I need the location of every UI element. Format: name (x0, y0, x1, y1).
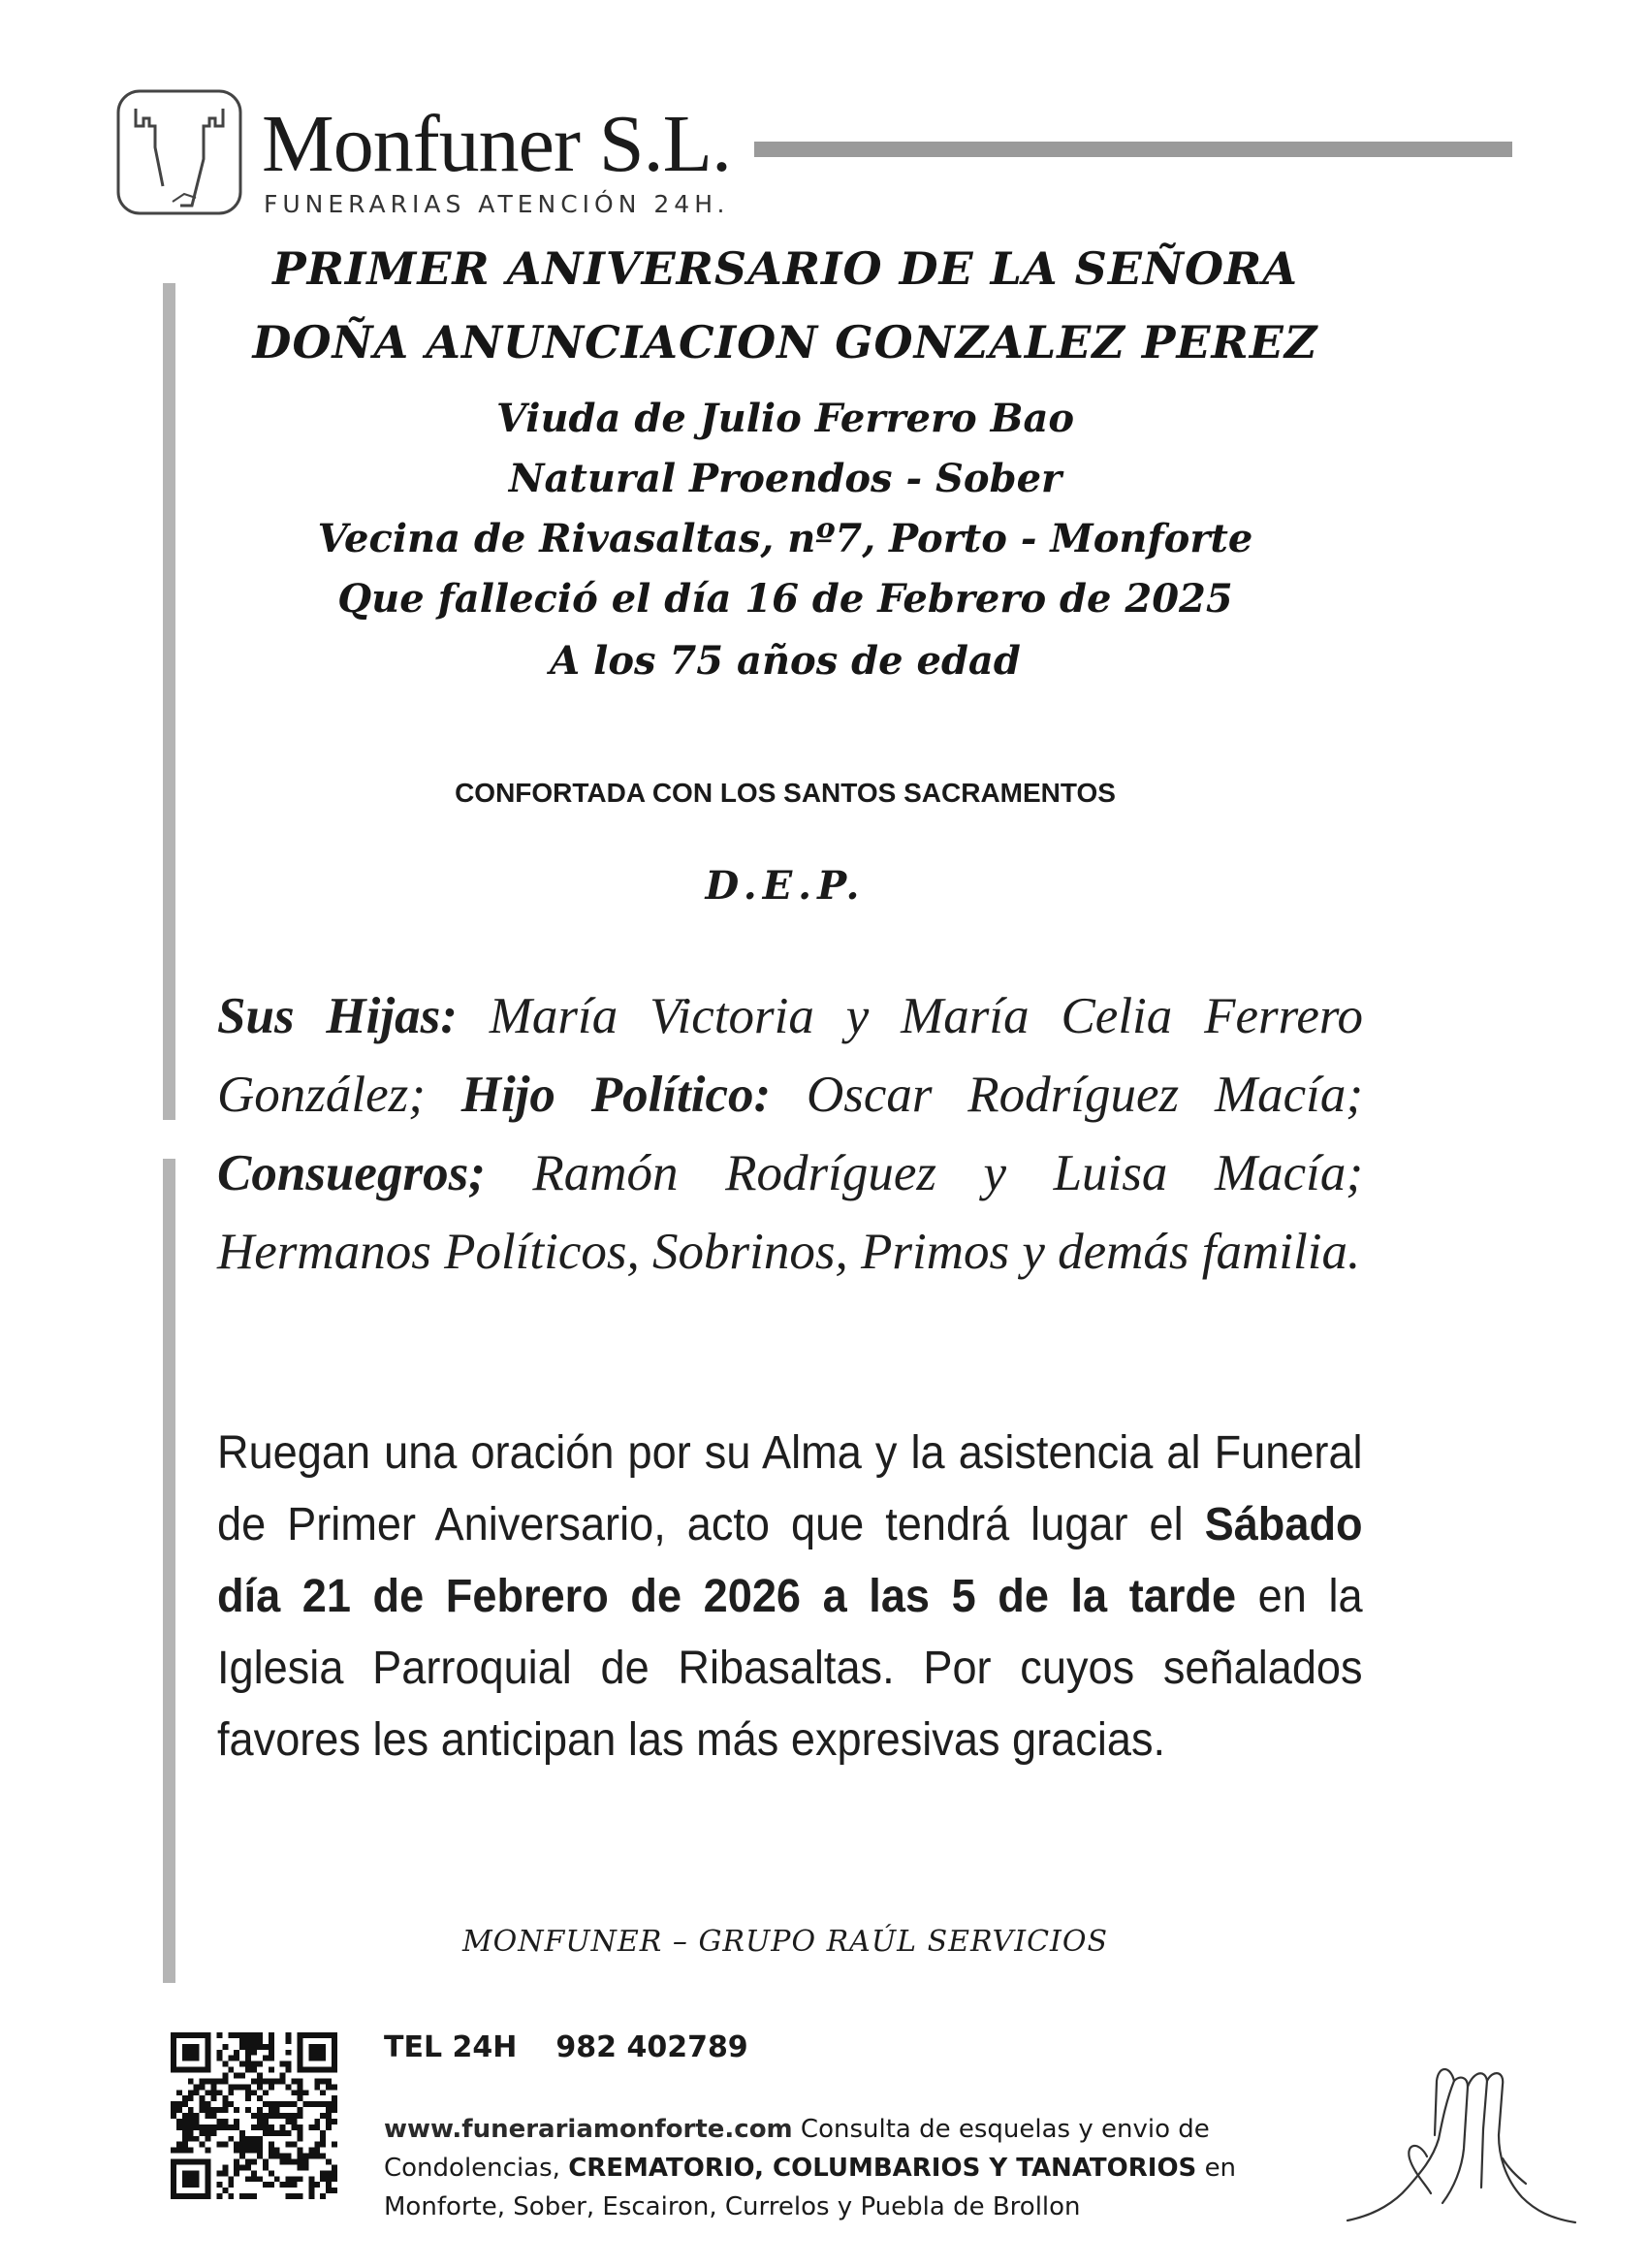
qr-code-icon[interactable] (171, 2032, 337, 2199)
praying-hands-icon (1338, 2042, 1580, 2242)
left-margin-rule (163, 1159, 175, 1983)
notice-title-line-2: DOÑA ANUNCIACION GONZALEZ PEREZ (252, 316, 1318, 368)
website-link[interactable]: www.funerariamonforte.com (384, 2115, 793, 2144)
widow-of: Viuda de Julio Ferrero Bao (495, 396, 1075, 441)
resident-of: Vecina de Rivasaltas, nº7, Porto - Monforte (317, 516, 1253, 561)
age-at-death: A los 75 años de edad (550, 638, 1021, 684)
castle-tower-logo-icon (116, 89, 242, 217)
funeral-request-paragraph (217, 1418, 1363, 1776)
death-date: Que falleció el día 16 de Febrero de 2025 (337, 576, 1233, 622)
event-datetime: Sábado día 21 de Febrero de 2026 a las 5 de la tarde (217, 1499, 1363, 1622)
notice-title-line-1: PRIMER ANIVERSARIO DE LA SEÑORA (272, 242, 1298, 295)
header-divider (754, 142, 1512, 157)
request-text-before: Ruegan una oración por su Alma y la asistencia al Funeral de Primer Aniversario, acto que tendrá lugar el (217, 1427, 1363, 1550)
son-in-law-label: Hijo Político: (460, 1067, 772, 1123)
rip-abbreviation: D.E.P. (705, 863, 866, 909)
contact-text-2: en Monforte, Sober, Escairon, Currelos y Puebla de Brollon (384, 2154, 1237, 2221)
request-text-after: en la Iglesia Parroquial de Ribasaltas. Por cuyos señalados favores les anticipan las más expresivas gracias. (217, 1571, 1363, 1766)
company-name: Monfuner S.L. (262, 99, 731, 189)
phone-label: TEL 24H (384, 2030, 518, 2064)
son-in-law-name: Oscar Rodríguez Macía; (806, 1067, 1364, 1123)
phone-line (384, 2030, 748, 2064)
contact-text-1: Consulta de esquelas y envio de Condolencias, (384, 2115, 1210, 2183)
co-parents-label: Consuegros; (217, 1145, 486, 1201)
family-paragraph (217, 977, 1363, 1292)
services-list: CREMATORIO, COLUMBARIOS Y TANATORIOS (568, 2154, 1197, 2183)
contact-info (384, 2110, 1315, 2226)
sacraments-note: CONFORTADA CON LOS SANTOS SACRAMENTOS (455, 778, 1116, 808)
native-of: Natural Proendos - Sober (508, 456, 1062, 501)
group-name: MONFUNER – GRUPO RAÚL SERVICIOS (461, 1925, 1109, 1959)
phone-number[interactable]: 982 402789 (555, 2030, 748, 2064)
co-parents-names: Ramón Rodríguez y Luisa Macía; Hermanos Políticos, Sobrinos, Primos y demás familia. (217, 1145, 1363, 1280)
daughters-label: Sus Hijas: (217, 988, 458, 1044)
company-tagline: FUNERARIAS ATENCIÓN 24H. (264, 190, 730, 218)
daughters-names: María Victoria y María Celia Ferrero González; (217, 988, 1364, 1123)
